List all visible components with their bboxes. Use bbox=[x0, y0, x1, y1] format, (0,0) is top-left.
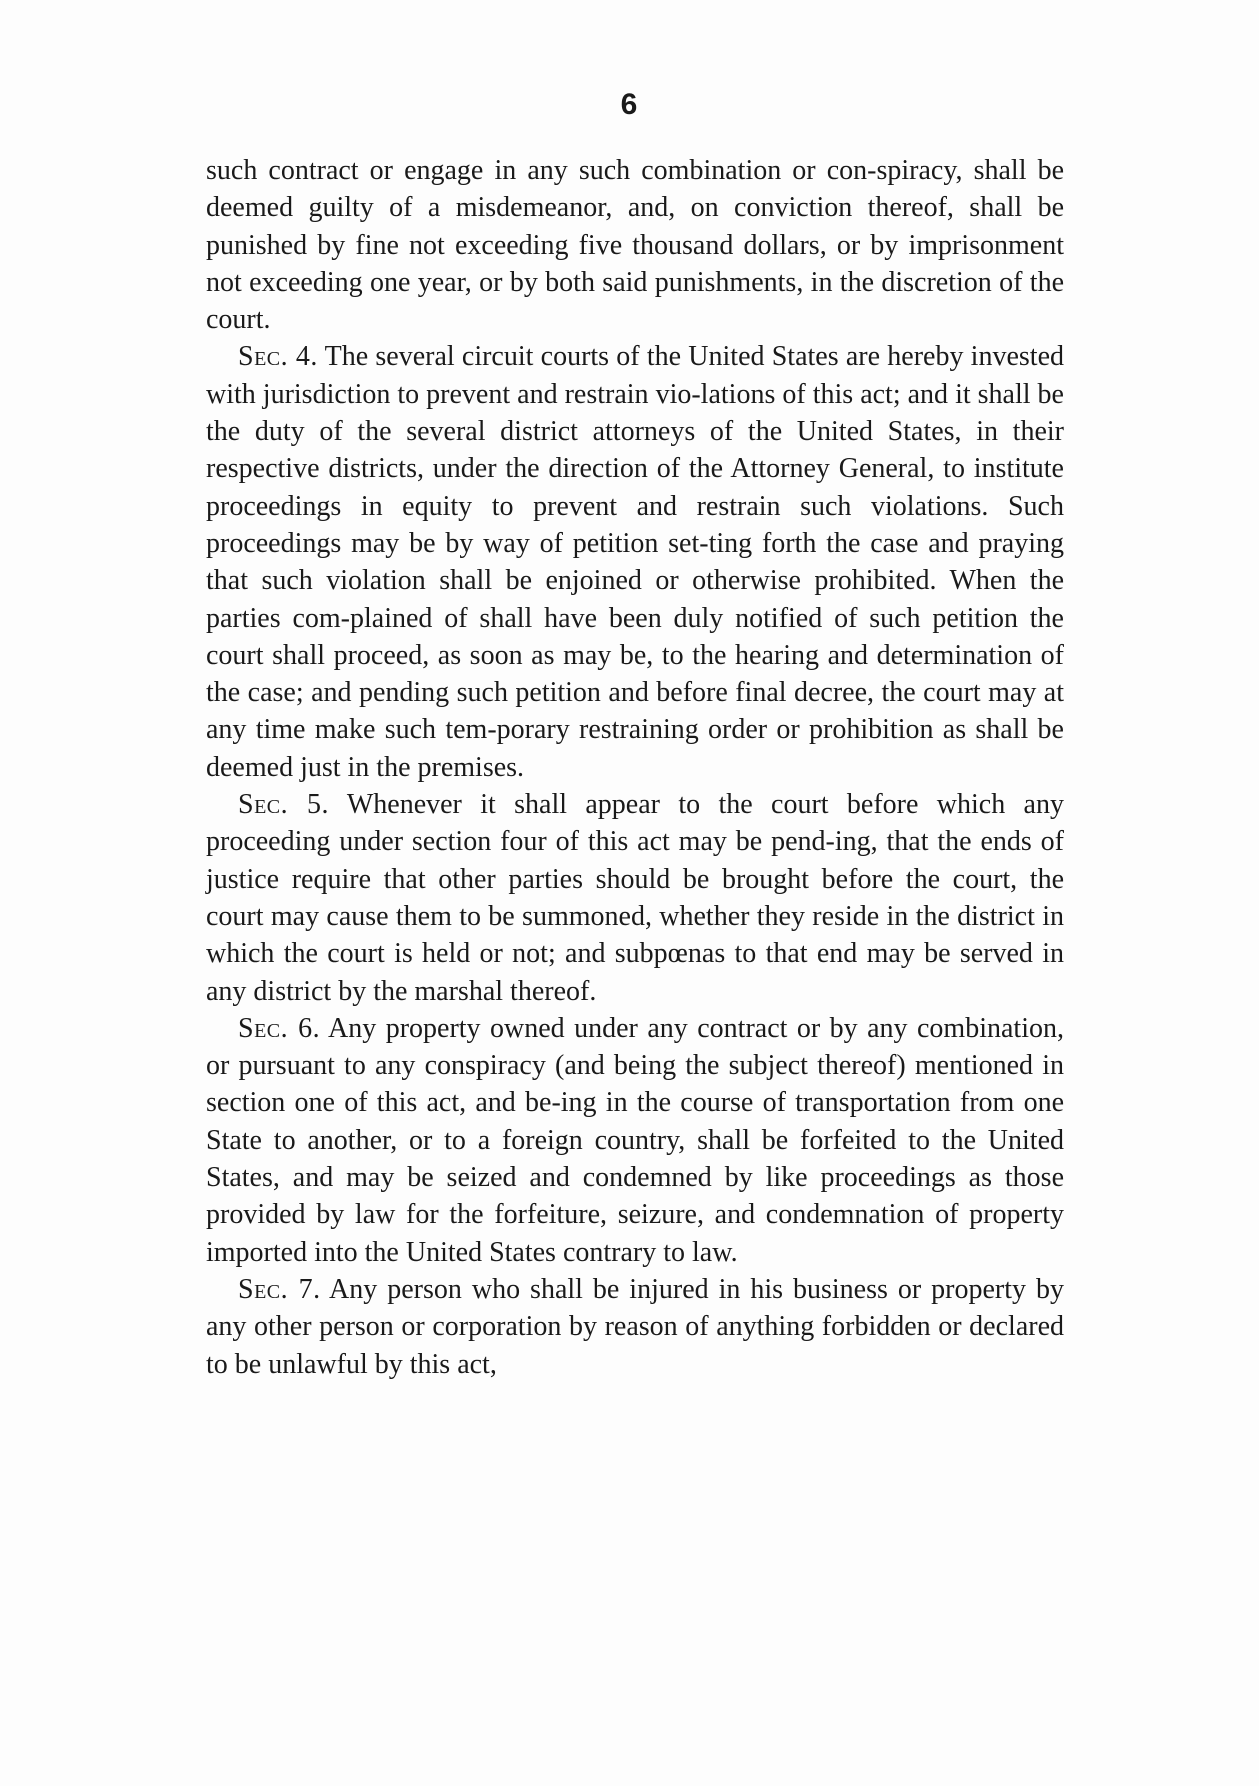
paragraph-text: such contract or engage in any such combination or con-spiracy, shall be deemed guilty of a misdemeanor, and, on conviction thereof, shall be punished by fine not exceeding five thousand dollars, or by imprisonment not exceeding one year, or by both said punishments, in the discretion of the court. bbox=[206, 155, 1064, 336]
paragraph-text: The several circuit courts of the United States are hereby invested with jurisdiction to prevent and restrain vio-lations of this act; and it shall be the duty of the several district attorneys of the United States, in their respective districts, under the direction of the Attorney General, to institute proceedings in equity to prevent and restrain such violations. Such proceedings may be by way of petition set-ting forth the case and praying that such violation shall be enjoined or otherwise prohibited. When the parties com-plained of shall have been duly notified of such petition the court shall proceed, as soon as may be, to the hearing and determination of the case; and pending such petition and before final decree, the court may at any time make such tem-porary restraining order or prohibition as shall be deemed just in the premises. bbox=[206, 341, 1064, 783]
paragraph-continuation bbox=[206, 152, 1064, 338]
body-text bbox=[206, 152, 1064, 1383]
paragraph-section-6 bbox=[206, 1010, 1064, 1271]
paragraph-section-4 bbox=[206, 338, 1064, 786]
section-label: Sec. 5. bbox=[238, 789, 329, 821]
paragraph-section-7 bbox=[206, 1271, 1064, 1383]
section-label: Sec. 7. bbox=[238, 1273, 321, 1305]
paragraph-text: Any property owned under any contract or by any combination, or pursuant to any conspiracy (and being the subject thereof) mentioned in section one of this act, and be-ing in the course of transportation from one State to another, or to a foreign country, shall be forfeited to the United States, and may be seized and condemned by like proceedings as those provided by law for the forfeiture, seizure, and condemnation of property imported into the United States contrary to law. bbox=[206, 1012, 1064, 1268]
section-label: Sec. 6. bbox=[238, 1012, 321, 1044]
paragraph-text: Any person who shall be injured in his business or property by any other person or corporation by reason of anything forbidden or declared to be unlawful by this act, bbox=[206, 1273, 1064, 1380]
paragraph-text: Whenever it shall appear to the court before which any proceeding under section four of this act may be pend-ing, that the ends of justice require that other parties should be brought before the court, the court may cause them to be summoned, whether they reside in the district in which the court is held or not; and subpœnas to that end may be served in any district by the marshal thereof. bbox=[206, 789, 1064, 1007]
paragraph-section-5 bbox=[206, 786, 1064, 1010]
section-label: Sec. 4. bbox=[238, 341, 318, 373]
page-number: 6 bbox=[620, 88, 639, 121]
